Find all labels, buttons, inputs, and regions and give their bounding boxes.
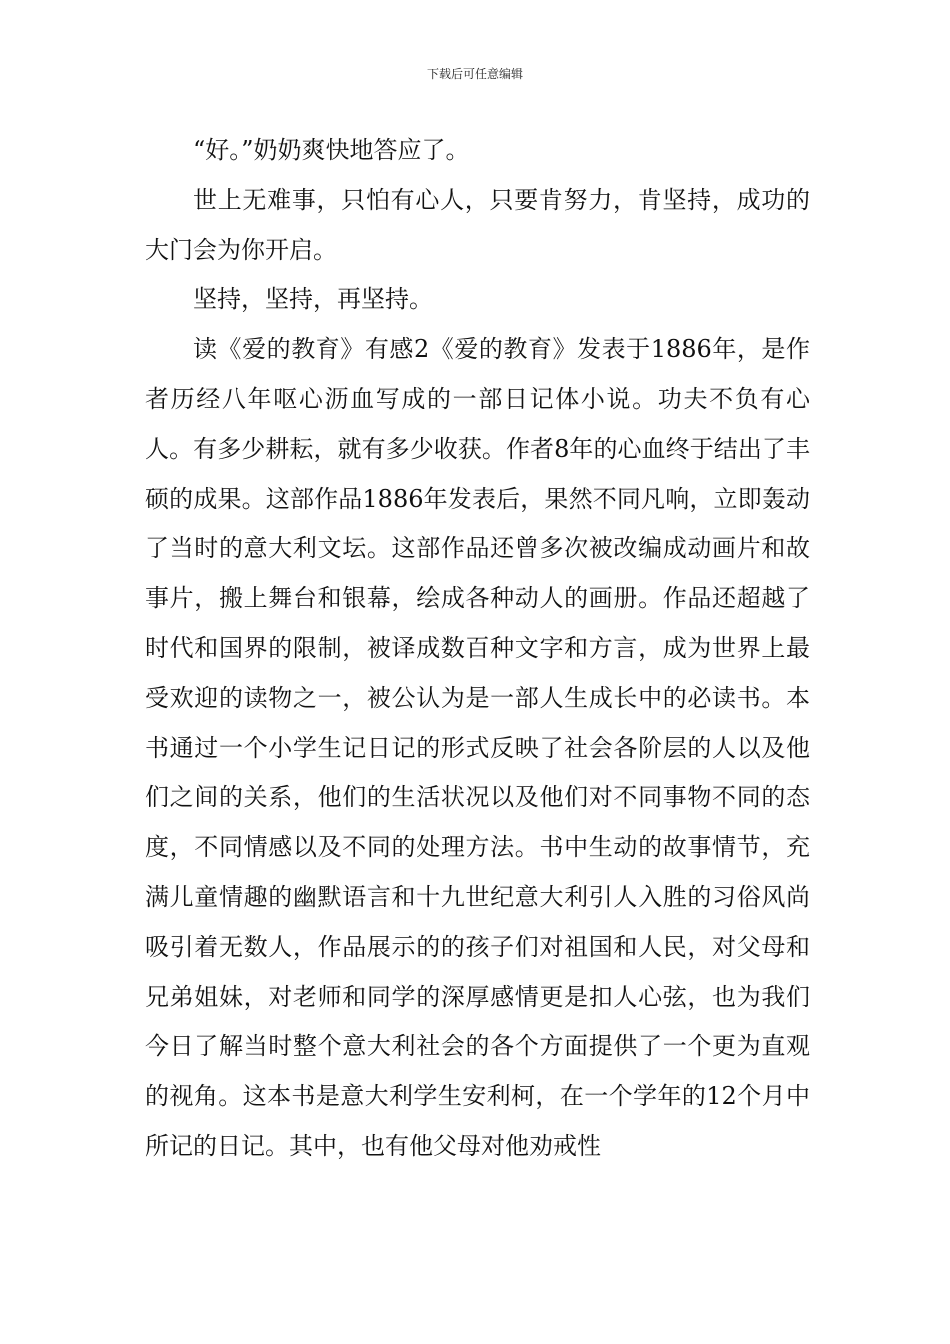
paragraph-1: “好。”奶奶爽快地答应了。 [193,136,470,164]
document-body [145,126,810,1172]
paragraph-3: 坚持，坚持，再坚持。 [193,285,433,314]
page-header: 下载后可任意编辑 [426,67,523,81]
paragraph-2: 世上无难事，只怕有心人，只要肯努力，肯坚持，成功的大门会为你开启。 [145,185,810,264]
paragraph-4: 读《爱的教育》有感2《爱的教育》发表于1886年，是作者历经八年呕心沥血写成的一部日记体小说。功夫不负有心人。有多少耕耘，就有多少收获。作者8年的心血终于结出了丰硕的成果。这部作品1886年发表后，果然不同凡响，立即轰动了当时的意大利文坛。这部作品还曾多次被改编成动画片和故事片，搬上舞台和银幕，绘成各种动人的画册。作品还超越了时代和国界的限制，被译成数百种文字和方言，成为世界上最受欢迎的读物之一，被公认为是一部人生成长中的必读书。本书通过一个小学生记日记的形式反映了社会各阶层的人以及他们之间的关系，他们的生活状况以及他们对不同事物不同的态度，不同情感以及不同的处理方法。书中生动的故事情节，充满儿童情趣的幽默语言和十九世纪意大利引人入胜的习俗风尚吸引着无数人，作品展示的的孩子们对祖国和人民，对父母和兄弟姐妹，对老师和同学的深厚感情更是扣人心弦，也为我们今日了解当时整个意大利社会的各个方面提供了一个更为直观的视角。这本书是意大利学生安利柯，在一个学年的12个月中所记的日记。其中，也有他父母对他劝戒性 [145,335,810,1160]
